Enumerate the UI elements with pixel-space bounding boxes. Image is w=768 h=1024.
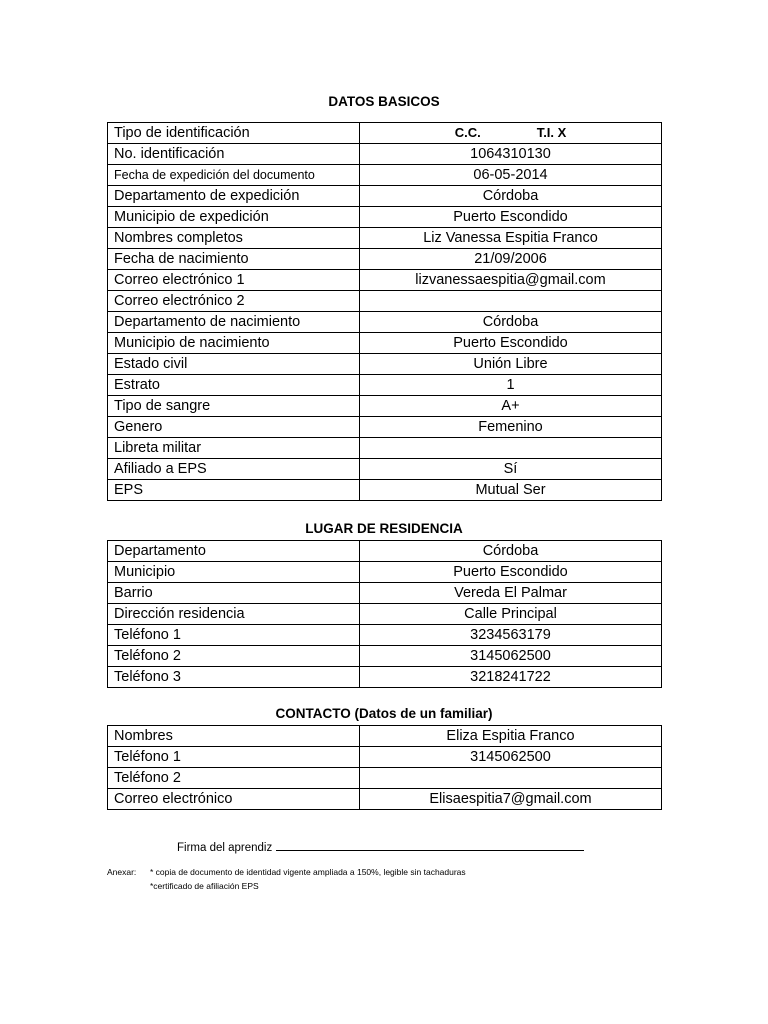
row-value: Elisaespitia7@gmail.com	[360, 789, 662, 810]
residencia-table	[107, 540, 662, 688]
table-row	[108, 438, 662, 459]
row-label: Dirección residencia	[108, 604, 360, 625]
row-label: Teléfono 2	[108, 768, 360, 789]
row-label: Barrio	[108, 583, 360, 604]
table-row	[108, 726, 662, 747]
table-row	[108, 604, 662, 625]
row-label: Libreta militar	[108, 438, 360, 459]
table-row	[108, 583, 662, 604]
row-label: No. identificación	[108, 144, 360, 165]
row-label: Departamento de expedición	[108, 186, 360, 207]
table-row	[108, 375, 662, 396]
table-row	[108, 333, 662, 354]
row-value: 3234563179	[360, 625, 662, 646]
table-row	[108, 270, 662, 291]
signature-line[interactable]	[276, 840, 584, 851]
row-value: Femenino	[360, 417, 662, 438]
cc-option: C.C.	[454, 125, 481, 140]
row-value: 3145062500	[360, 646, 662, 667]
row-value: Córdoba	[360, 186, 662, 207]
row-label: Teléfono 2	[108, 646, 360, 667]
row-value: Sí	[360, 459, 662, 480]
table-row	[108, 228, 662, 249]
row-label: Genero	[108, 417, 360, 438]
row-value: Puerto Escondido	[360, 333, 662, 354]
table-row	[108, 562, 662, 583]
row-value: Calle Principal	[360, 604, 662, 625]
firma-label: Firma del aprendiz	[177, 842, 273, 854]
row-value: 3145062500	[360, 747, 662, 768]
ti-option: T.I. X	[536, 125, 567, 140]
row-value: 1	[360, 375, 662, 396]
table-row	[108, 291, 662, 312]
row-label: Correo electrónico 1	[108, 270, 360, 291]
table-row	[108, 625, 662, 646]
row-value: 1064310130	[360, 144, 662, 165]
table-row	[108, 667, 662, 688]
row-label: EPS	[108, 480, 360, 501]
contacto-title: CONTACTO (Datos de un familiar)	[275, 706, 493, 721]
datos-basicos-title: DATOS BASICOS	[328, 94, 440, 109]
row-label: Correo electrónico	[108, 789, 360, 810]
row-value: Córdoba	[360, 312, 662, 333]
table-row	[108, 165, 662, 186]
row-value: Puerto Escondido	[360, 207, 662, 228]
row-label: Afiliado a EPS	[108, 459, 360, 480]
row-label: Departamento	[108, 541, 360, 562]
table-row	[108, 646, 662, 667]
anexar-label: Anexar:	[107, 867, 137, 877]
row-label: Correo electrónico 2	[108, 291, 360, 312]
row-label: Teléfono 3	[108, 667, 360, 688]
row-value	[360, 768, 662, 789]
row-label: Nombres completos	[108, 228, 360, 249]
table-row	[108, 123, 662, 144]
row-value: Unión Libre	[360, 354, 662, 375]
anexar-item: * copia de documento de identidad vigente ampliada a 150%, legible sin tachaduras	[150, 867, 466, 877]
row-value: Liz Vanessa Espitia Franco	[360, 228, 662, 249]
row-value	[360, 123, 662, 144]
row-value: 3218241722	[360, 667, 662, 688]
row-label: Fecha de expedición del documento	[108, 165, 360, 186]
table-row	[108, 396, 662, 417]
datos-basicos-table	[107, 122, 662, 501]
table-row	[108, 417, 662, 438]
row-value: A+	[360, 396, 662, 417]
contacto-table	[107, 725, 662, 810]
table-row	[108, 312, 662, 333]
row-value: Puerto Escondido	[360, 562, 662, 583]
row-value	[360, 438, 662, 459]
row-label: Teléfono 1	[108, 625, 360, 646]
row-label: Municipio de nacimiento	[108, 333, 360, 354]
anexar-item: *certificado de afiliación EPS	[150, 881, 259, 891]
row-label: Tipo de identificación	[108, 123, 360, 144]
row-label: Fecha de nacimiento	[108, 249, 360, 270]
row-value: Mutual Ser	[360, 480, 662, 501]
table-row	[108, 249, 662, 270]
table-row	[108, 768, 662, 789]
row-value: 06-05-2014	[360, 165, 662, 186]
row-label: Municipio de expedición	[108, 207, 360, 228]
residencia-title: LUGAR DE RESIDENCIA	[305, 521, 463, 536]
row-value: Vereda El Palmar	[360, 583, 662, 604]
row-label: Estrato	[108, 375, 360, 396]
table-row	[108, 207, 662, 228]
row-label: Estado civil	[108, 354, 360, 375]
row-value	[360, 291, 662, 312]
table-row	[108, 354, 662, 375]
table-row	[108, 541, 662, 562]
table-row	[108, 459, 662, 480]
table-row	[108, 789, 662, 810]
table-row	[108, 747, 662, 768]
row-value: lizvanessaespitia@gmail.com	[360, 270, 662, 291]
row-label: Nombres	[108, 726, 360, 747]
row-label: Tipo de sangre	[108, 396, 360, 417]
row-value: 21/09/2006	[360, 249, 662, 270]
row-value: Eliza Espitia Franco	[360, 726, 662, 747]
row-value: Córdoba	[360, 541, 662, 562]
table-row	[108, 480, 662, 501]
table-row	[108, 144, 662, 165]
row-label: Teléfono 1	[108, 747, 360, 768]
table-row	[108, 186, 662, 207]
row-label: Municipio	[108, 562, 360, 583]
firma-line-block	[177, 840, 584, 854]
row-label: Departamento de nacimiento	[108, 312, 360, 333]
